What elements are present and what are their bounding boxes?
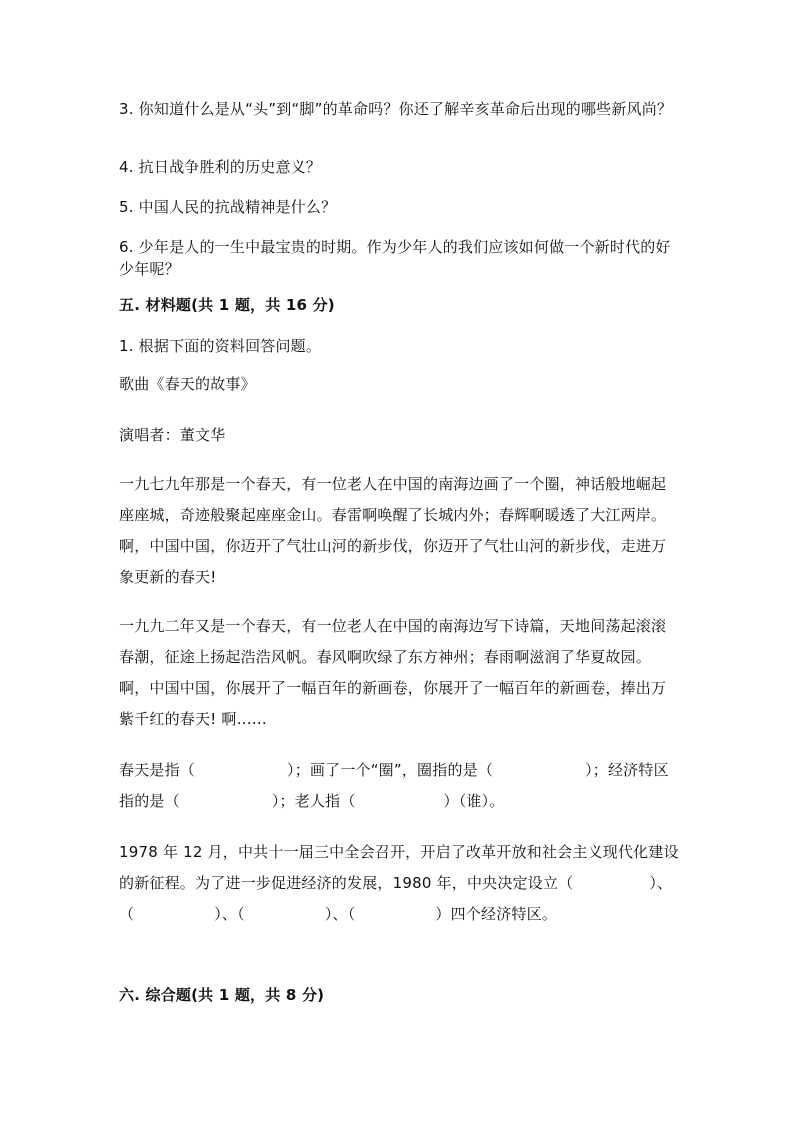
song-title: 歌曲《春天的故事》 [119,375,256,393]
fill-blank-question-2: 1978 年 12 月，中共十一届三中全会召开，开启了改革开放和社会主义现代化建设的新征程。为了进一步促进经济的发展，1980 年，中央决定设立（ ）、（ ）、（ ）、（ ）四个经济特区。 [119,843,679,923]
question-5: 5. 中国人民的抗战精神是什么？ [119,198,337,216]
question-6: 6. 少年是人的一生中最宝贵的时期。作为少年人的我们应该如何做一个新时代的好少年呢？ [119,238,671,278]
singer: 演唱者：董文华 [119,426,226,444]
material-question-1: 1. 根据下面的资料回答问题。 [119,337,322,355]
section-5-heading: 五. 材料题(共 1 题，共 16 分) [119,296,335,314]
lyrics-verse-2: 一九九二年又是一个春天，有一位老人在中国的南海边写下诗篇，天地间荡起滚滚春潮，征途上扬起浩浩风帆。春风啊吹绿了东方神州；春雨啊滋润了华夏故园。啊，中国中国，你展开了一幅百年的新画卷，你展开了一幅百年的新画卷，捧出万紫千红的春天! 啊…… [119,617,667,728]
document-page [119,0,679,1123]
fill-blank-question-1: 春天是指（ ）；画了一个“圈”，圈指的是（ ）；经济特区指的是（ ）；老人指（ ）（谁）。 [119,761,669,810]
question-4: 4. 抗日战争胜利的历史意义？ [119,158,322,176]
question-3: 3. 你知道什么是从“头”到“脚”的革命吗？你还了解辛亥革命后出现的哪些新风尚？ [119,100,673,118]
lyrics-verse-1: 一九七九年那是一个春天，有一位老人在中国的南海边画了一个圈，神话般地崛起座座城，奇迹般聚起座座金山。春雷啊唤醒了长城内外；春辉啊暖透了大江两岸。啊，中国中国，你迈开了气壮山河的新步伐，你迈开了气壮山河的新步伐，走进万象更新的春天! [119,475,667,586]
section-6-heading: 六. 综合题(共 1 题，共 8 分) [119,986,325,1004]
